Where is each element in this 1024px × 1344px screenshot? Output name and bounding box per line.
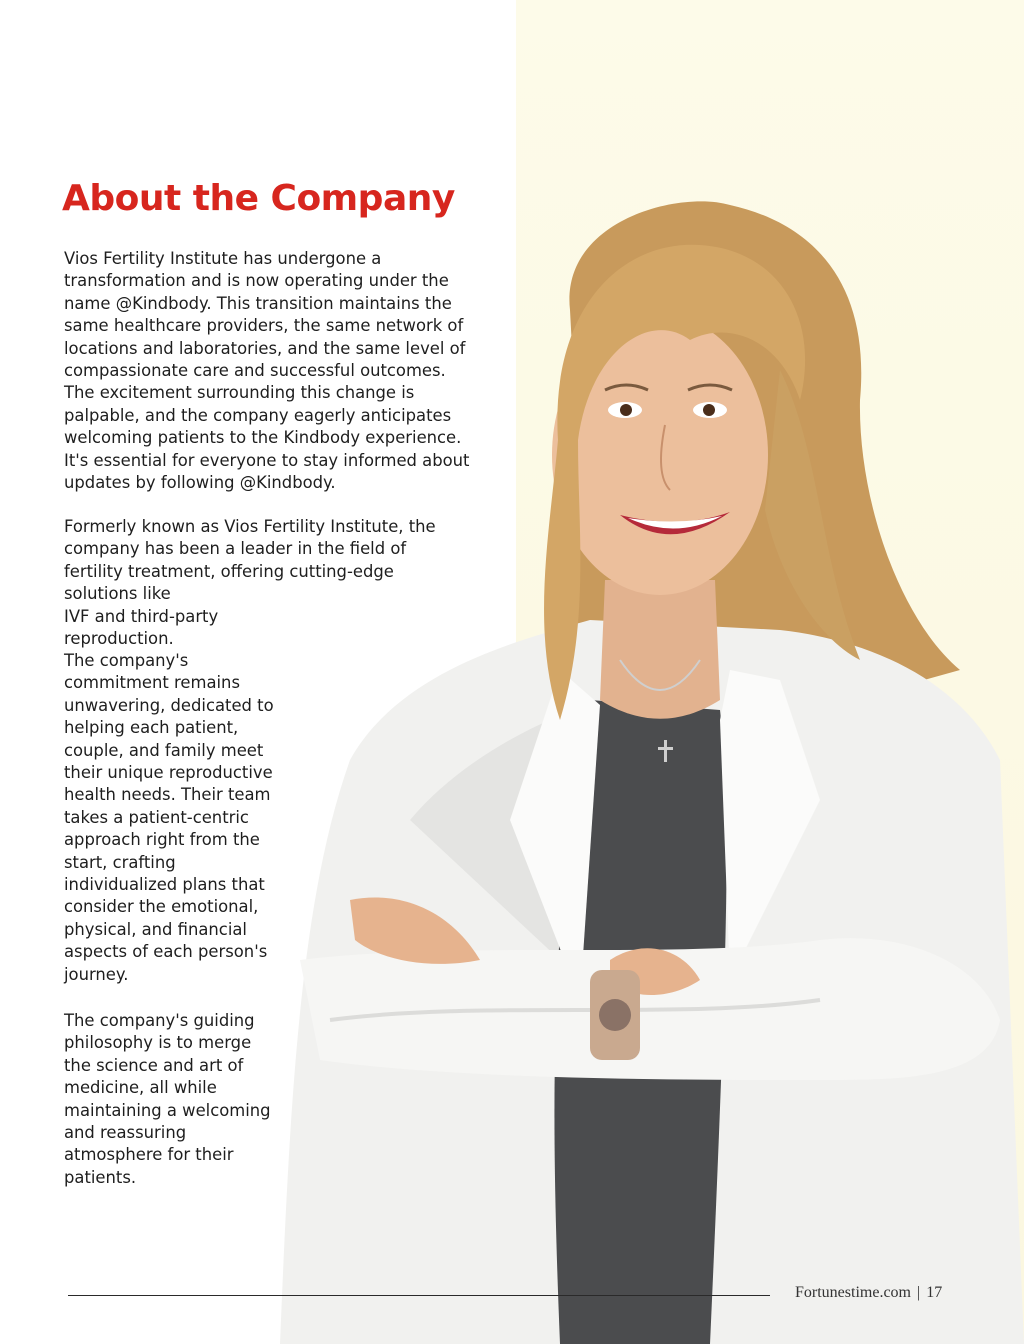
footer-separator: |: [916, 1284, 921, 1301]
paragraph-history: [64, 516, 469, 650]
page-number: 17: [926, 1284, 943, 1301]
paragraph-commitment: The company's commitment remains unwavering, dedicated to helping each patient, couple, and family meet their unique reproductive health needs. Their team takes a patient-centric approach right from the start, crafting individualized plans that consider the emotional, physical, and financial aspects of each person's journey.: [64, 651, 274, 984]
page-footer: [795, 1284, 942, 1302]
paragraph-rebrand: Vios Fertility Institute has undergone a transformation and is now operating under the name @Kindbody. This transition maintains the same healthcare providers, the same network of locations and laboratories, and the same level of compassionate care and successful outcomes. The excitement surrounding this change is palpable, and the company eagerly anticipates welcoming patients to the Kindbody experience. It's essential for everyone to stay informed about updates by following @Kindbody.: [64, 249, 470, 493]
footer-rule: [68, 1295, 770, 1296]
paragraph-philosophy: The company's guiding philosophy is to merge the science and art of medicine, all while maintaining a welcoming and reassuring atmosphere for their patients.: [64, 1011, 271, 1187]
paragraph-history-continuation: IVF and third-party reproduction.: [64, 606, 219, 649]
footer-site-name: Fortunestime.com: [795, 1284, 911, 1301]
section-title: About the Company: [62, 178, 455, 219]
paragraph-history-text: Formerly known as Vios Fertility Institute, the company has been a leader in the field of fertility treatment, offering cutting-edge solutions like: [64, 517, 436, 604]
